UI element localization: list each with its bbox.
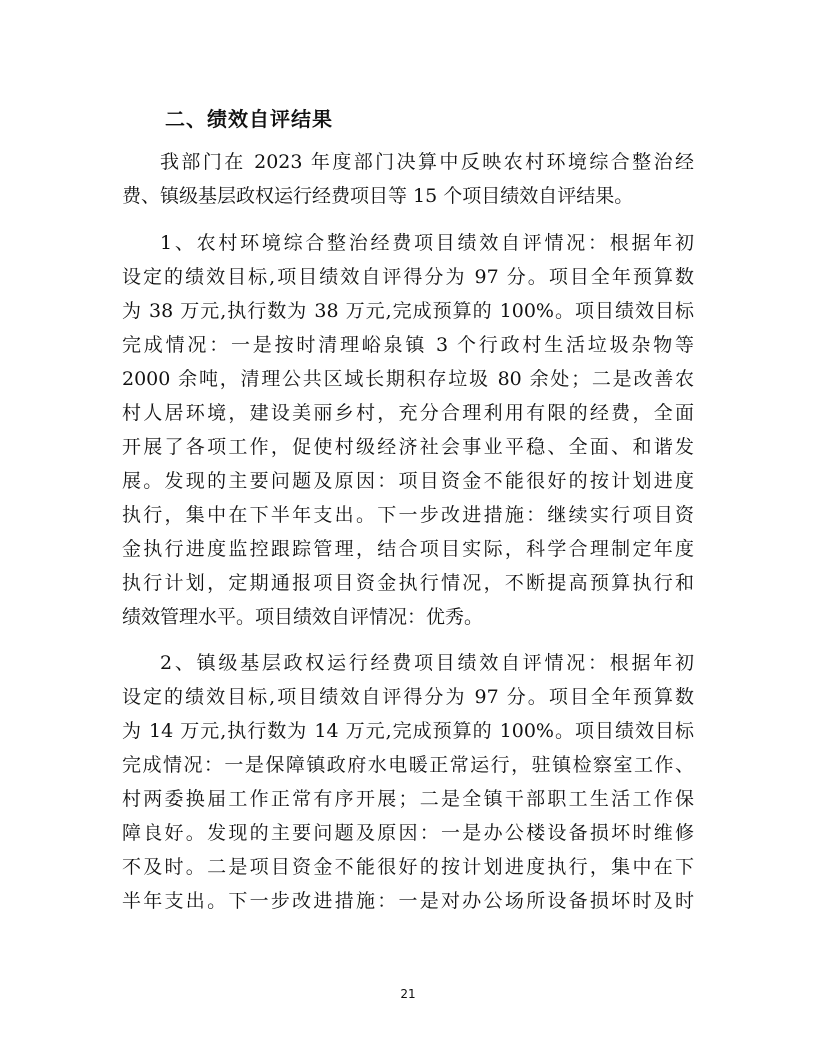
paragraph-line: 2、镇级基层政权运行经费项目绩效自评情况：根据年初 <box>160 652 694 674</box>
paragraph-line: 绩效管理水平。项目绩效自评情况：优秀。 <box>122 606 484 628</box>
paragraph-line: 执行计划，定期通报项目资金执行情况，不断提高预算执行和 <box>122 572 694 594</box>
paragraph-line: 展。发现的主要问题及原因：项目资金不能很好的按计划进度 <box>122 470 694 492</box>
paragraph-line: 1、农村环境综合整治经费项目绩效自评情况：根据年初 <box>160 232 694 254</box>
paragraph-line: 开展了各项工作，促使村级经济社会事业平稳、全面、和谐发 <box>122 436 694 458</box>
paragraph-line: 金执行进度监控跟踪管理，结合项目实际，科学合理制定年度 <box>122 538 694 560</box>
paragraph-line: 不及时。二是项目资金不能很好的按计划进度执行，集中在下 <box>122 856 694 878</box>
paragraph-line: 我部门在 2023 年度部门决算中反映农村环境综合整治经 <box>160 151 694 173</box>
paragraph-line: 完成情况：一是按时清理峪泉镇 3 个行政村生活垃圾杂物等 <box>122 334 694 356</box>
paragraph-line: 障良好。发现的主要问题及原因：一是办公楼设备损坏时维修 <box>122 822 694 844</box>
paragraph-line: 设定的绩效目标,项目绩效自评得分为 97 分。项目全年预算数 <box>122 686 694 708</box>
paragraph-line: 完成情况：一是保障镇政府水电暖正常运行，驻镇检察室工作、 <box>122 754 694 776</box>
paragraph-line: 执行，集中在下半年支出。下一步改进措施：继续实行项目资 <box>122 504 694 526</box>
page-number: 21 <box>400 987 416 1001</box>
paragraph-line: 费、镇级基层政权运行经费项目等 15 个项目绩效自评结果。 <box>122 185 634 207</box>
paragraph-line: 为 14 万元,执行数为 14 万元,完成预算的 100%。项目绩效目标 <box>122 720 694 742</box>
section-heading: 二、绩效自评结果 <box>165 107 333 131</box>
paragraph-line: 为 38 万元,执行数为 38 万元,完成预算的 100%。项目绩效目标 <box>122 300 694 322</box>
paragraph-line: 村人居环境，建设美丽乡村，充分合理利用有限的经费，全面 <box>122 402 694 424</box>
paragraph-line: 半年支出。下一步改进措施：一是对办公场所设备损坏时及时 <box>122 890 694 912</box>
paragraph-line: 2000 余吨，清理公共区域长期积存垃圾 80 余处；二是改善农 <box>122 368 694 390</box>
paragraph-line: 村两委换届工作正常有序开展；二是全镇干部职工生活工作保 <box>122 788 694 810</box>
paragraph-line: 设定的绩效目标,项目绩效自评得分为 97 分。项目全年预算数 <box>122 266 694 288</box>
